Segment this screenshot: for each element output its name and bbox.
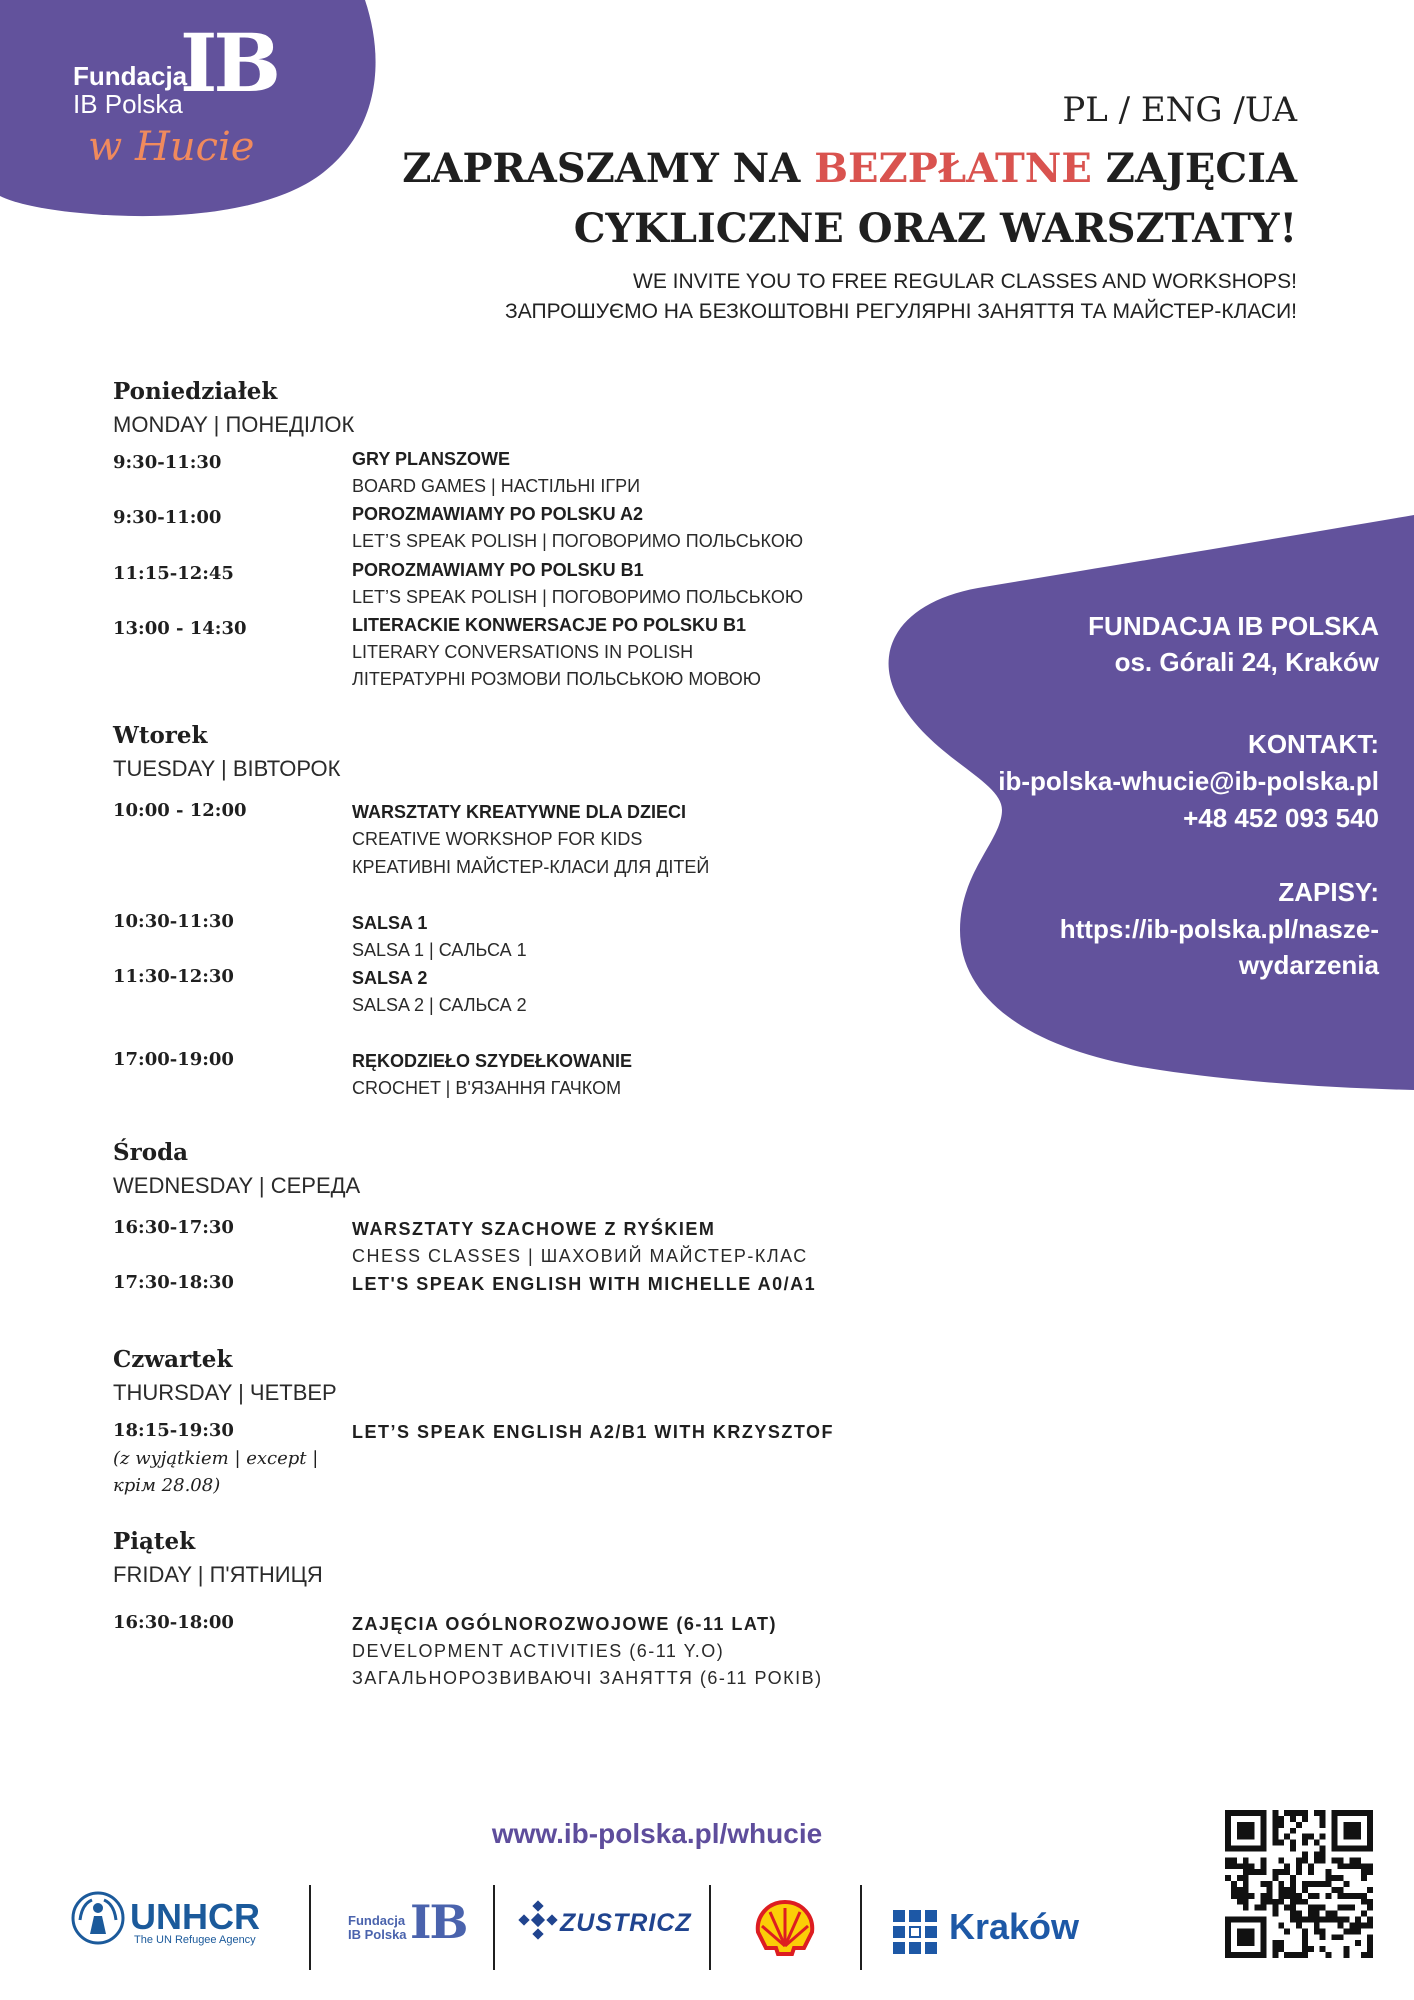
class-time: 9:30-11:30 <box>113 452 222 473</box>
class-title: LET'S SPEAK ENGLISH WITH MICHELLE A0/A1 <box>352 1274 817 1294</box>
day-wednesday: Środa <box>113 1139 189 1166</box>
zustricz-logo-text: ZUSTRICZ <box>560 1909 692 1937</box>
unhcr-icon <box>70 1890 126 1946</box>
krakow-icon <box>893 1910 937 1954</box>
day-monday: Poniedziałek <box>113 378 278 405</box>
class-desc: КРЕАТИВНІ МАЙСТЕР-КЛАСИ ДЛЯ ДІТЕЙ <box>352 857 710 877</box>
class-time: 17:30-18:30 <box>113 1272 234 1293</box>
logo-fundacja-text: Fundacja IB Polska <box>73 61 188 119</box>
info-address: os. Górali 24, Kraków <box>1114 647 1379 677</box>
class-time-note: (z wyjątkiem | except | крім 28.08) <box>113 1448 319 1496</box>
class-time: 10:00 - 12:00 <box>113 800 247 821</box>
zustricz-icon <box>518 1900 558 1940</box>
subtitle-english: WE INVITE YOU TO FREE REGULAR CLASSES AND WORKSHOPS! <box>633 270 1297 293</box>
class-title: POROZMAWIAMY PO POLSKU B1 <box>352 560 644 580</box>
class-time: 13:00 - 14:30 <box>113 618 247 639</box>
class-desc: ЛІТЕРАТУРНІ РОЗМОВИ ПОЛЬСЬКОЮ МОВОЮ <box>352 669 761 689</box>
language-labels: PL / ENG /UA <box>1062 90 1297 130</box>
class-title: GRY PLANSZOWE <box>352 449 511 469</box>
class-desc: LET’S SPEAK POLISH | ПОГОВОРИМО ПОЛЬСЬКОЮ <box>352 531 804 551</box>
footer-divider <box>860 1885 862 1970</box>
day-tuesday-sub: TUESDAY | ВІВТОРОК <box>113 756 341 781</box>
unhcr-logo-subtext: The UN Refugee Agency <box>134 1934 256 1946</box>
class-time: 17:00-19:00 <box>113 1049 234 1070</box>
day-monday-sub: MONDAY | ПОНЕДІЛОК <box>113 412 355 437</box>
qr-code[interactable] <box>1225 1810 1373 1958</box>
class-desc: BOARD GAMES | НАСТІЛЬНІ ІГРИ <box>352 476 641 496</box>
class-desc: SALSA 2 | САЛЬСА 2 <box>352 995 527 1015</box>
class-time: 11:15-12:45 <box>113 563 234 584</box>
krakow-logo-text: Kraków <box>949 1906 1080 1947</box>
class-time: 16:30-17:30 <box>113 1217 234 1238</box>
info-phone[interactable]: +48 452 093 540 <box>1183 803 1379 833</box>
class-title: SALSA 2 <box>352 968 428 988</box>
day-tuesday: Wtorek <box>113 722 208 749</box>
class-desc: SALSA 1 | САЛЬСА 1 <box>352 940 527 960</box>
ib-logo-icon: IB <box>410 1895 467 1949</box>
ib-logo-icon: IB <box>180 16 278 110</box>
class-time: 18:15-19:30 <box>113 1420 234 1441</box>
class-title: WARSZTATY SZACHOWE Z RYŚKIEM <box>352 1219 716 1239</box>
class-title: LET’S SPEAK ENGLISH A2/B1 WITH KRZYSZTOF <box>352 1422 835 1442</box>
class-title: RĘKODZIEŁO SZYDEŁKOWANIE <box>352 1051 633 1071</box>
website-link[interactable]: www.ib-polska.pl/whucie <box>491 1818 823 1849</box>
day-thursday: Czwartek <box>113 1346 233 1373</box>
info-signup-label: ZAPISY: <box>1278 877 1379 907</box>
day-wednesday-sub: WEDNESDAY | СЕРЕДА <box>113 1173 361 1198</box>
class-time: 10:30-11:30 <box>113 911 234 932</box>
class-desc: ЗАГАЛЬНОРОЗВИВАЮЧІ ЗАНЯТТЯ (6-11 РОКІВ) <box>352 1668 823 1688</box>
info-url-line2[interactable]: wydarzenia <box>1238 950 1379 980</box>
subtitle-ukrainian: ЗАПРОШУЄМО НА БЕЗКОШТОВНІ РЕГУЛЯРНІ ЗАНЯТТЯ ТА МАЙСТЕР-КЛАСИ! <box>505 300 1297 323</box>
info-contact-label: KONTAKT: <box>1248 729 1379 759</box>
fundacja-logo-text: Fundacja IB Polska <box>348 1913 407 1942</box>
info-email[interactable]: ib-polska-whucie@ib-polska.pl <box>998 766 1379 796</box>
headline-accent: BEZPŁATNE <box>814 145 1092 192</box>
info-url-line1[interactable]: https://ib-polska.pl/nasze- <box>1059 914 1379 944</box>
day-thursday-sub: THURSDAY | ЧЕТВЕР <box>113 1380 337 1405</box>
class-title: SALSA 1 <box>352 913 428 933</box>
class-title: WARSZTATY KREATYWNE DLA DZIECI <box>352 802 686 822</box>
footer-divider <box>493 1885 495 1970</box>
shell-icon <box>752 1898 818 1958</box>
day-friday: Piątek <box>113 1528 196 1555</box>
headline-line2: CYKLICZNE ORAZ WARSZTATY! <box>573 205 1297 252</box>
class-desc: LET’S SPEAK POLISH | ПОГОВОРИМО ПОЛЬСЬКОЮ <box>352 587 804 607</box>
class-desc: CREATIVE WORKSHOP FOR KIDS <box>352 829 643 849</box>
class-title: POROZMAWIAMY PO POLSKU A2 <box>352 504 644 524</box>
class-time: 9:30-11:00 <box>113 507 222 528</box>
info-org: FUNDACJA IB POLSKA <box>1088 611 1379 641</box>
footer-divider <box>709 1885 711 1970</box>
logo-script-text: w Hucie <box>88 124 255 170</box>
class-desc: CHESS CLASSES | ШАХОВИЙ МАЙСТЕР-КЛАС <box>352 1246 808 1266</box>
class-desc: LITERARY CONVERSATIONS IN POLISH <box>352 642 694 662</box>
class-title: ZAJĘCIA OGÓLNOROZWOJOWE (6-11 LAT) <box>352 1614 778 1634</box>
unhcr-logo-text: UNHCR <box>130 1896 260 1937</box>
footer-divider <box>309 1885 311 1970</box>
day-friday-sub: FRIDAY | П'ЯТНИЦЯ <box>113 1562 323 1587</box>
class-time: 11:30-12:30 <box>113 966 234 987</box>
headline-line1: ZAPRASZAMY NA BEZPŁATNE ZAJĘCIA <box>402 145 1297 192</box>
class-desc: CROCHET | В'ЯЗАННЯ ГАЧКОМ <box>352 1078 622 1098</box>
class-title: LITERACKIE KONWERSACJE PO POLSKU B1 <box>352 615 747 635</box>
class-time: 16:30-18:00 <box>113 1612 234 1633</box>
class-desc: DEVELOPMENT ACTIVITIES (6-11 Y.O) <box>352 1641 725 1661</box>
